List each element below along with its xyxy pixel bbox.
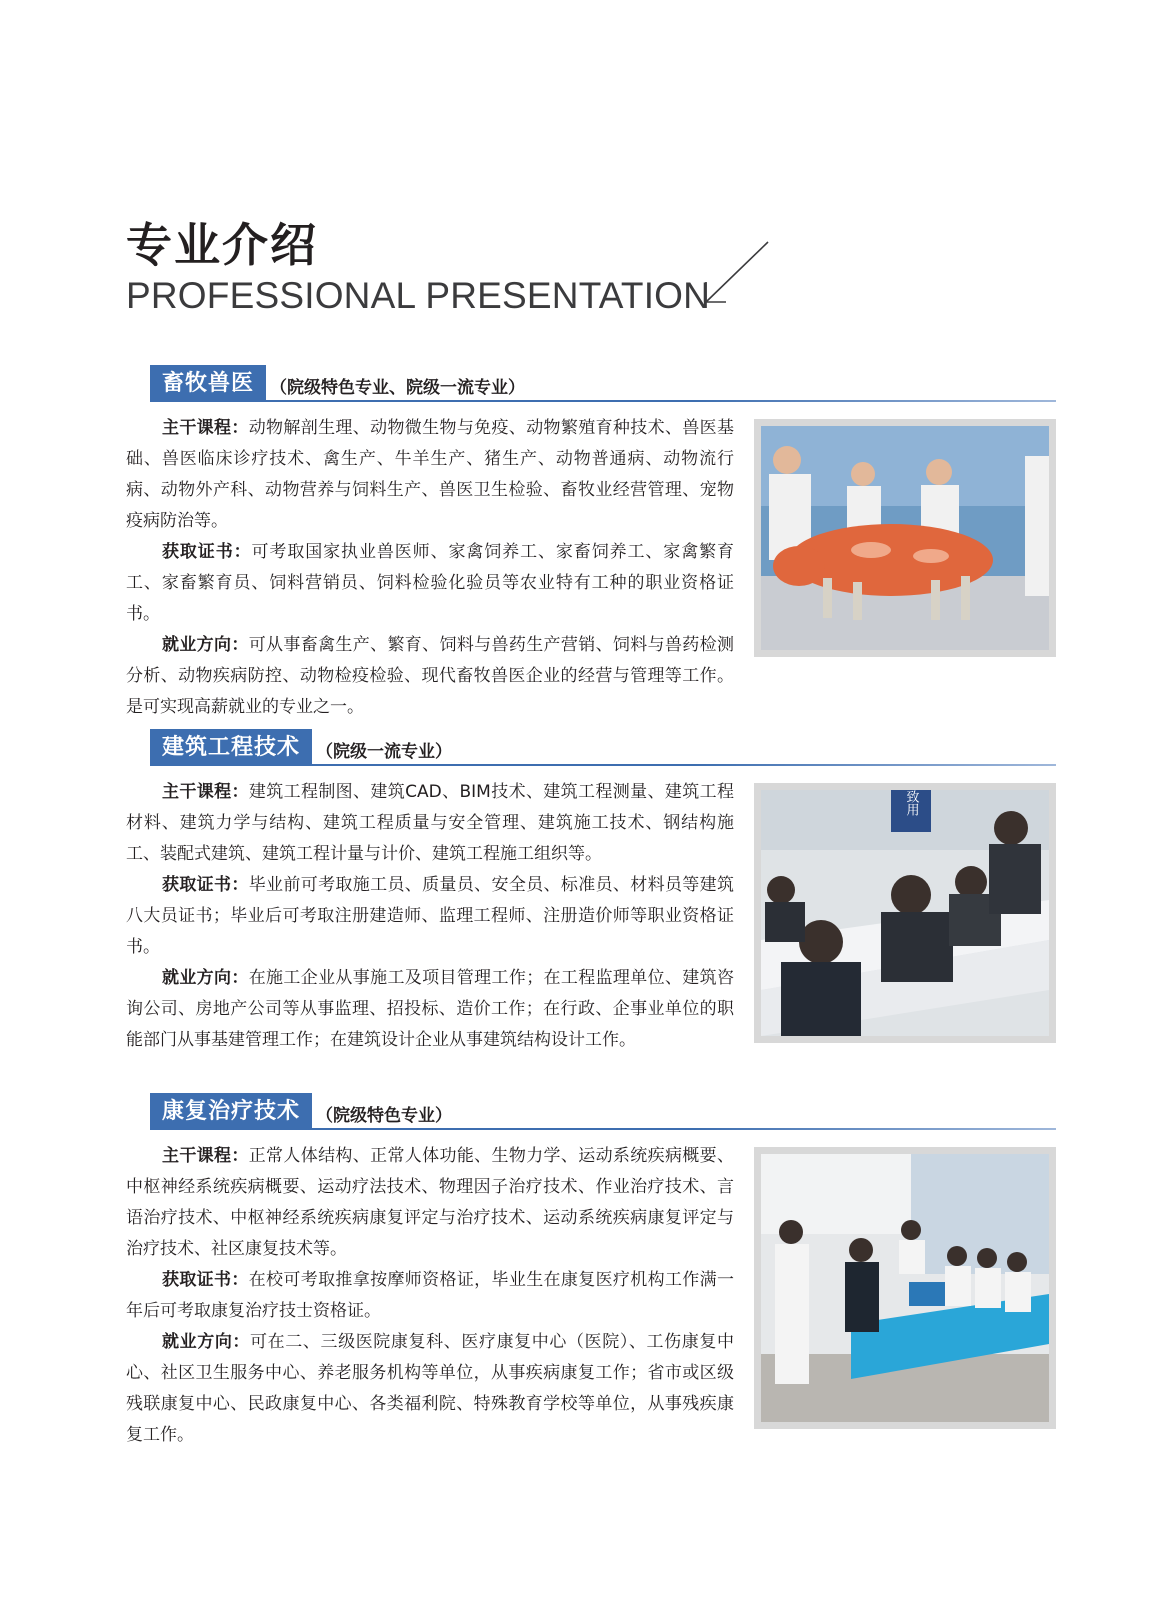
section-body [126,1141,734,1451]
paragraph-certificates [126,870,734,963]
paragraph-courses [126,777,734,870]
paragraph-text: 建筑工程制图、建筑CAD、BIM技术、建筑工程测量、建筑工程材料、建筑力学与结构、建筑工程质量与安全管理、建筑施工技术、钢结构施工、装配式建筑、建筑工程计量与计价、建筑工程施工组织等。 [126,782,734,864]
paragraph-label: 主干课程： [162,782,249,802]
section-rehabilitation-therapy [126,1093,1056,1463]
paragraph-certificates [126,537,734,630]
paragraph-label: 获取证书： [162,875,249,895]
arrow-down-left-icon [700,240,772,308]
sign-text: 致用 [903,790,919,816]
paragraph-label: 就业方向： [162,968,249,988]
paragraph-label: 主干课程： [162,1146,249,1166]
paragraph-label: 主干课程： [162,418,249,438]
section-tab: 康复治疗技术 [150,1093,312,1130]
paragraph-text: 毕业前可考取施工员、质量员、安全员、标准员、材料员等建筑八大员证书；毕业后可考取注册建造师、监理工程师、注册造价师等职业资格证书。 [126,875,734,957]
section-subtitle: （院级特色专业、院级一流专业） [270,378,525,398]
photo-image [761,790,1049,1036]
page-subtitle: PROFESSIONAL PRESENTATION [126,275,711,316]
section-header [126,365,1056,405]
photo-rehab-training-room [754,1147,1056,1429]
photo-image [761,426,1049,650]
section-animal-husbandry [126,365,1056,717]
paragraph-careers [126,1327,734,1451]
paragraph-courses [126,413,734,537]
photo-image [761,1154,1049,1422]
section-divider [150,1128,1056,1130]
paragraph-label: 就业方向： [162,1332,251,1352]
paragraph-text: 可考取国家执业兽医师、家禽饲养工、家畜饲养工、家禽繁育工、家畜繁育员、饲料营销员、饲料检验化验员等农业特有工种的职业资格证书。 [126,542,735,624]
section-tab: 畜牧兽医 [150,365,266,402]
section-body [126,413,734,723]
paragraph-text: 在校可考取推拿按摩师资格证，毕业生在康复医疗机构工作满一年后可考取康复治疗技士资格证。 [126,1270,734,1321]
paragraph-text: 在施工企业从事施工及项目管理工作；在工程监理单位、建筑咨询公司、房地产公司等从事监理、招投标、造价工作；在行政、企事业单位的职能部门从事基建管理工作；在建筑设计企业从事建筑结构设计工作。 [126,968,734,1050]
section-tab: 建筑工程技术 [150,729,312,766]
section-body [126,777,734,1056]
paragraph-text: 正常人体结构、正常人体功能、生物力学、运动系统疾病概要、中枢神经系统疾病概要、运动疗法技术、物理因子治疗技术、作业治疗技术、言语治疗技术、中枢神经系统疾病康复评定与治疗技术、运动系统疾病康复评定与治疗技术、社区康复技术等。 [126,1146,734,1259]
paragraph-text: 可从事畜禽生产、繁育、饲料与兽药生产营销、饲料与兽药检测分析、动物疾病防控、动物检疫检验、现代畜牧兽医企业的经营与管理等工作。是可实现高薪就业的专业之一。 [126,635,734,717]
photo-animal-anatomy-lab [754,419,1056,657]
paragraph-label: 就业方向： [162,635,249,655]
paragraph-label: 获取证书： [162,542,252,562]
section-divider [150,764,1056,766]
paragraph-courses [126,1141,734,1265]
section-header [126,729,1056,769]
section-header [126,1093,1056,1133]
paragraph-label: 获取证书： [162,1270,249,1290]
section-subtitle: （院级特色专业） [316,1106,452,1126]
section-subtitle: （院级一流专业） [316,742,452,762]
paragraph-text: 动物解剖生理、动物微生物与免疫、动物繁殖育种技术、兽医基础、兽医临床诊疗技术、禽生产、牛羊生产、猪生产、动物普通病、动物流行病、动物外产科、动物营养与饲料生产、兽医卫生检验、畜牧业经营管理、宠物疫病防治等。 [126,418,734,531]
paragraph-certificates [126,1265,734,1327]
section-divider [150,400,1056,402]
page-title: 专业介绍 [126,218,318,272]
section-construction-engineering [126,729,1056,1059]
photo-drafting-classroom [754,783,1056,1043]
paragraph-careers [126,963,734,1056]
paragraph-careers [126,630,734,723]
page-header [126,218,711,317]
paragraph-text: 可在二、三级医院康复科、医疗康复中心（医院）、工伤康复中心、社区卫生服务中心、养老服务机构等单位，从事疾病康复工作；省市或区级残联康复中心、民政康复中心、各类福利院、特殊教育学校等单位，从事残疾康复工作。 [126,1332,734,1445]
